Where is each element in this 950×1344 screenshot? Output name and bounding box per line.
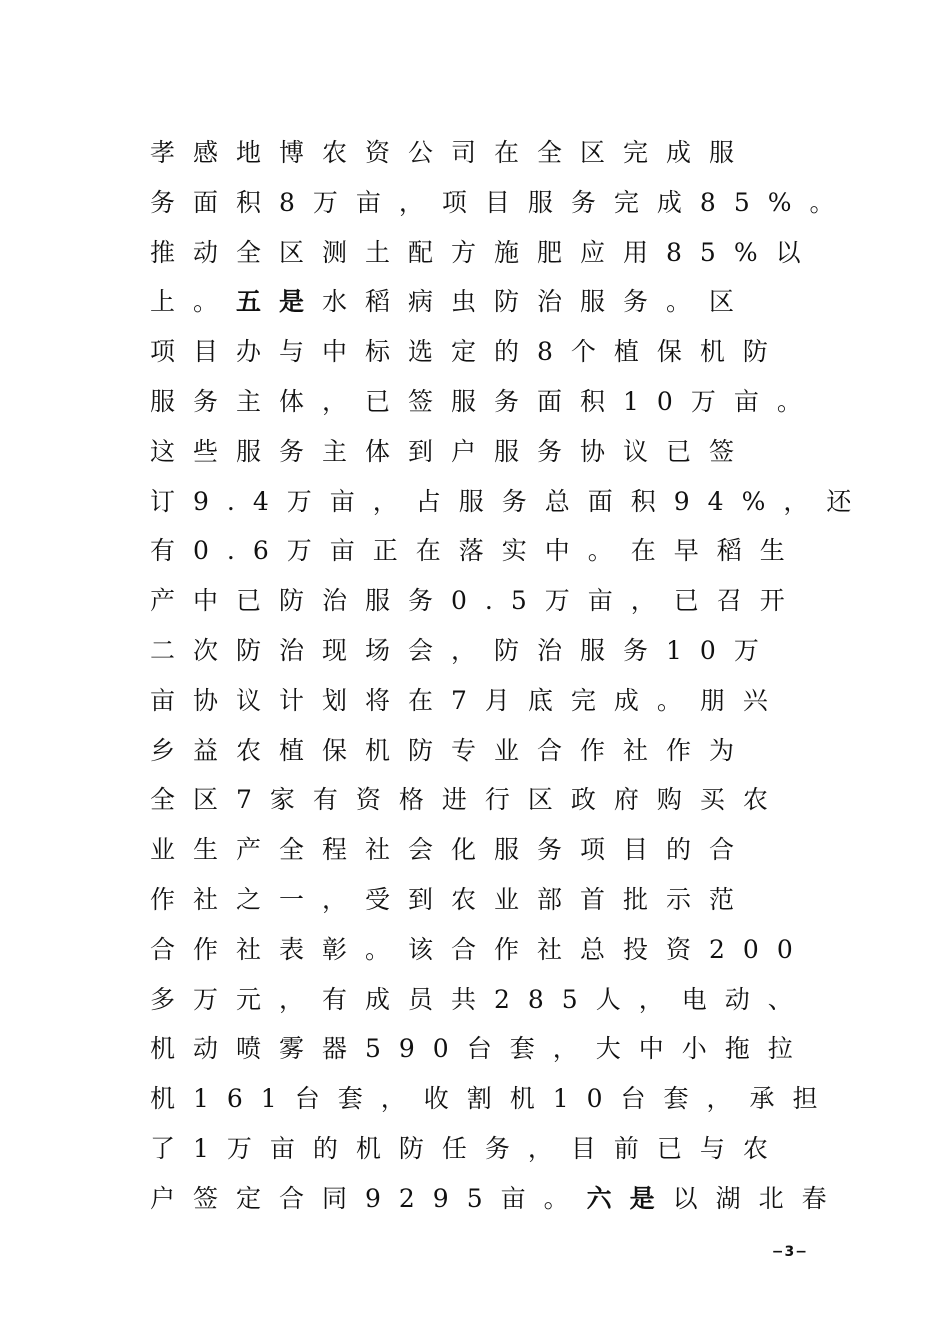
text-line bbox=[150, 1174, 845, 1224]
text-line: 合作社表彰。该合作社总投资200 bbox=[150, 934, 811, 964]
text-line: 订9.4万亩，占服务总面积94%，还 bbox=[150, 486, 870, 516]
text-line: 亩协议计划将在7月底完成。朋兴 bbox=[150, 685, 786, 715]
page-number: −3− bbox=[771, 1244, 808, 1260]
text-segment: 水稻病虫防治服务。区 bbox=[322, 287, 753, 317]
text-line: 多万元，有成员共285人，电动、 bbox=[150, 984, 811, 1014]
text-segment: 户签定合同9295亩。 bbox=[150, 1183, 587, 1213]
text-line: 有0.6万亩正在落实中。在早稻生 bbox=[150, 536, 803, 566]
text-line: 务面积8万亩，项目服务完成85%。 bbox=[150, 187, 853, 217]
text-segment: 上。 bbox=[150, 287, 237, 317]
bold-heading-five: 五是 bbox=[236, 287, 323, 317]
text-line: 推动全区测土配方施肥应用85%以 bbox=[150, 237, 819, 267]
text-line: 全区7家有资格进行区政府购买农 bbox=[150, 785, 786, 815]
text-line: 了1万亩的机防任务，目前已与农 bbox=[150, 1133, 786, 1163]
text-line: 服务主体，已签服务面积10万亩。 bbox=[150, 386, 820, 416]
text-line: 乡益农植保机防专业合作社作为 bbox=[150, 735, 753, 765]
text-line: 二次防治现场会，防治服务10万 bbox=[150, 635, 777, 665]
text-line: 项目办与中标选定的8个植保机防 bbox=[150, 337, 786, 367]
body-text bbox=[150, 128, 870, 1224]
text-line: 孝感地博农资公司在全区完成服 bbox=[150, 138, 753, 167]
text-line: 这些服务主体到户服务协议已签 bbox=[150, 436, 753, 466]
bold-heading-six: 六是 bbox=[586, 1183, 673, 1213]
text-segment: 以湖北春 bbox=[672, 1183, 845, 1213]
text-line: 机动喷雾器590台套，大中小拖拉 bbox=[150, 1034, 811, 1064]
text-line: 业生产全程社会化服务项目的合 bbox=[150, 835, 753, 865]
text-line: 产中已防治服务0.5万亩，已召开 bbox=[150, 586, 803, 616]
text-line: 机161台套，收割机10台套，承担 bbox=[150, 1084, 836, 1114]
text-line: 作社之一，受到农业部首批示范 bbox=[150, 884, 753, 914]
text-line bbox=[150, 277, 810, 327]
